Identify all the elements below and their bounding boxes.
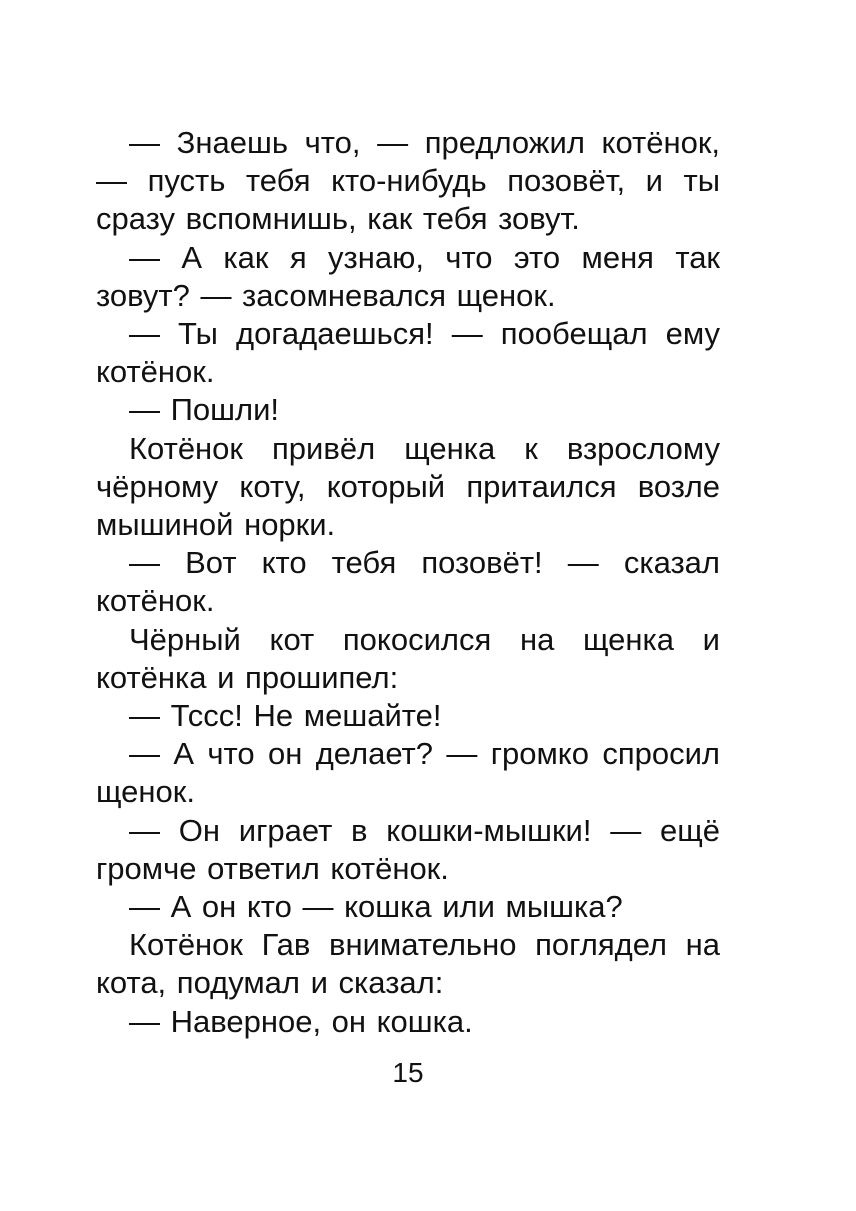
paragraph-7: Чёрный кот покосился на щенка и котёнка и прошипел: [96, 621, 720, 695]
paragraph-8: — Тссс! Не мешайте! [129, 698, 442, 734]
paragraph-6: — Вот кто тебя позовёт! — сказал котёнок. [96, 545, 720, 619]
paragraph-13: — Наверное, он кошка. [129, 1003, 473, 1039]
paragraph-3: — Ты догадаешься! — пообещал ему котёнок. [96, 316, 720, 390]
paragraph-4: — Пошли! [129, 392, 280, 428]
paragraph-10: — Он играет в кошки-мышки! — ещё громче ответил котёнок. [96, 812, 720, 886]
paragraph-1: — Знаешь что, — предложил котёнок, — пусть тебя кто-нибудь позовёт, и ты сразу вспомнишь, как тебя зовут. [96, 125, 720, 237]
paragraph-12: Котёнок Гав внимательно поглядел на кота, подумал и сказал: [96, 927, 720, 1001]
page-text [96, 124, 720, 1041]
paragraph-2: — А как я узнаю, что это меня так зовут? — засомневался щенок. [96, 239, 720, 313]
paragraph-11: — А он кто — кошка или мышка? [129, 889, 623, 925]
page-number: 15 [392, 1057, 424, 1088]
paragraph-5: Котёнок привёл щенка к взрослому чёрному коту, который притаился возле мышиной норки. [96, 430, 720, 543]
paragraph-9: — А что он делает? — громко спросил щенок. [96, 736, 720, 810]
